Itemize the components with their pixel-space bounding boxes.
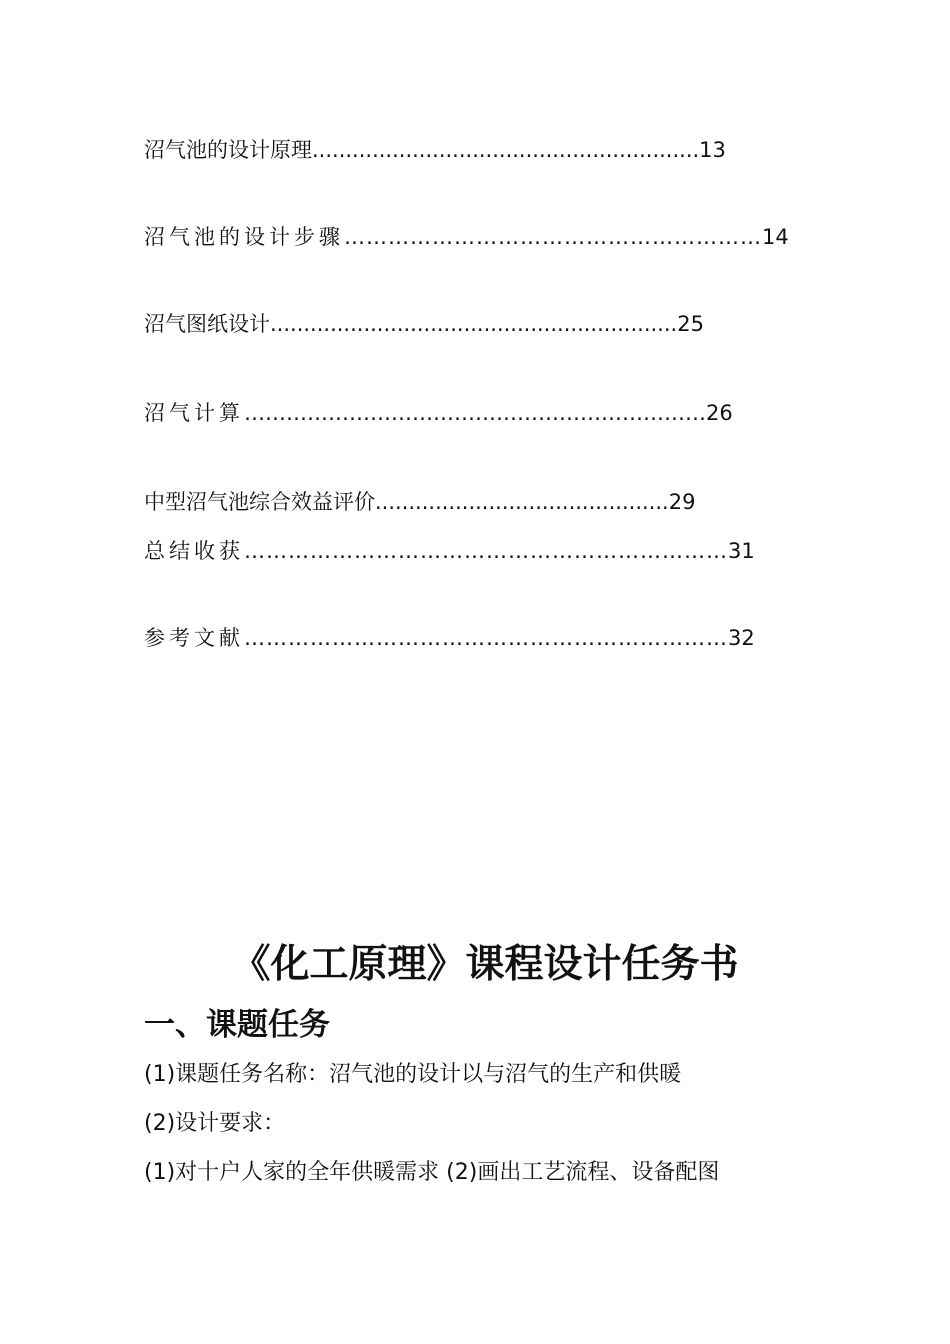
toc-entry-title: 参考文献	[144, 626, 244, 650]
toc-entry-page: 29	[668, 490, 696, 514]
toc-entry	[144, 488, 695, 516]
toc-entry-title: 沼气池的设计原理	[144, 138, 312, 162]
section-heading: 一、课题任务	[144, 1007, 330, 1043]
toc-entry-leader: …………………………………………………………	[244, 401, 706, 425]
toc-entry-leader: ..........................................................	[312, 138, 700, 162]
toc-entry-page: 14	[762, 225, 789, 249]
toc-entry-page: 26	[706, 401, 733, 425]
toc-entry-title: 沼气池的设计步骤	[144, 225, 344, 249]
toc-entry-leader: ............................................	[375, 490, 669, 514]
toc-entry-leader: .............................................................	[270, 312, 678, 336]
body-paragraph: (1)课题任务名称：沼气池的设计以与沼气的生产和供暖	[144, 1062, 682, 1087]
toc-entry-leader: …………………………………………………	[344, 225, 762, 249]
body-paragraph: (1)对十户人家的全年供暖需求 (2)画出工艺流程、设备配图	[144, 1160, 720, 1185]
toc-entry	[144, 537, 755, 565]
toc-entry-page: 32	[728, 626, 755, 650]
toc-entry-page: 25	[677, 312, 704, 336]
toc-entry	[144, 399, 733, 427]
toc-entry-title: 总结收获	[144, 539, 244, 563]
body-paragraph: (2)设计要求：	[144, 1111, 286, 1136]
toc-entry	[144, 136, 726, 164]
toc-entry-page: 31	[728, 539, 755, 563]
toc-entry-title: 沼气计算	[144, 401, 244, 425]
toc-entry	[144, 310, 704, 338]
toc-entry-title: 沼气图纸设计	[144, 312, 270, 336]
document-title: 《化工原理》课程设计任务书	[231, 942, 739, 987]
toc-entry-page: 13	[699, 138, 726, 162]
toc-entry-leader: …………………………………………………………	[244, 539, 728, 563]
toc-entry-leader: …………………………………………………………	[244, 626, 728, 650]
toc-entry-title: 中型沼气池综合效益评价	[144, 490, 375, 514]
toc-entry	[144, 624, 755, 652]
toc-entry	[144, 223, 789, 251]
